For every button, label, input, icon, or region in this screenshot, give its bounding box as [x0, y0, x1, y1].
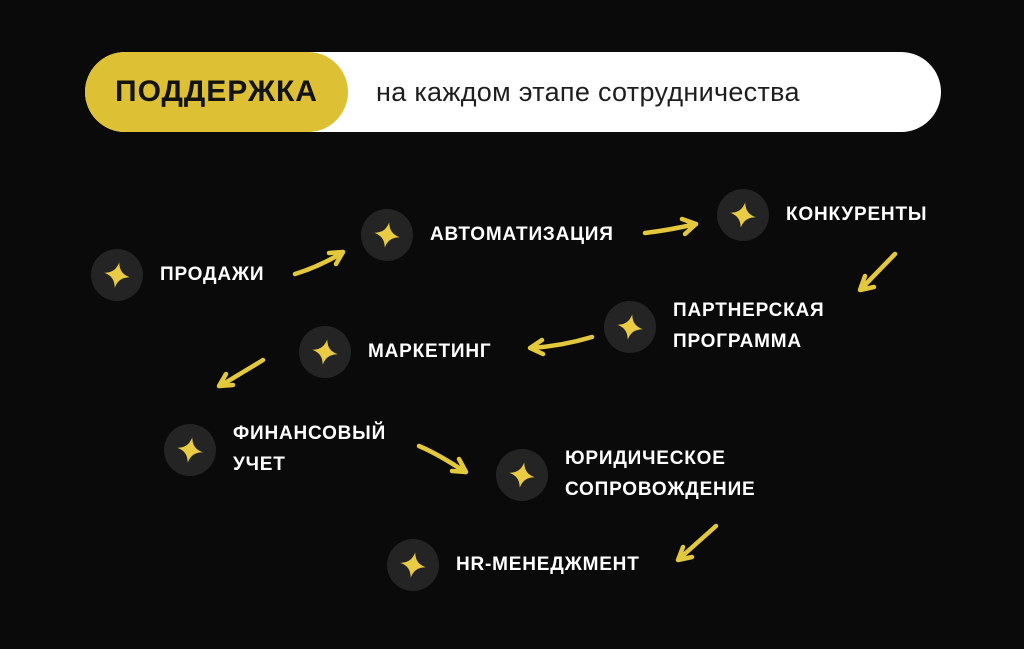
- arrow-konkurenty-to-partnerskaya: [860, 254, 895, 290]
- node-marketing: [299, 326, 491, 378]
- sparkle-icon: [496, 449, 548, 501]
- page-title: на каждом этапе сотрудничества: [376, 76, 800, 107]
- arrow-finansovyj-to-yuridicheskoe: [419, 446, 466, 472]
- node-label: ПРОДАЖИ: [160, 263, 265, 285]
- sparkle-icon: [604, 301, 656, 353]
- sparkle-icon: [387, 539, 439, 591]
- arrow-avtomatizaciya-to-konkurenty: [645, 219, 696, 234]
- node-hr-menedzhment: [387, 539, 640, 591]
- node-label: МАРКЕТИНГ: [368, 340, 492, 362]
- node-finansovyj-uchet: [164, 419, 386, 481]
- sparkle-icon: [91, 249, 143, 301]
- node-label: ФИНАНСОВЫЙ УЧЕТ: [233, 423, 387, 475]
- arrow-prodazhi-to-avtomatizaciya: [295, 252, 343, 274]
- sparkle-icon: [717, 189, 769, 241]
- node-label: КОНКУРЕНТЫ: [786, 203, 928, 225]
- node-prodazhi: [91, 249, 264, 301]
- sparkle-icon: [361, 209, 413, 261]
- node-konkurenty: [717, 189, 927, 241]
- node-label: HR-МЕНЕДЖМЕНТ: [456, 553, 640, 575]
- node-label: ПАРТНЕРСКАЯ ПРОГРАММА: [673, 300, 825, 352]
- sparkle-icon: [299, 326, 351, 378]
- header-badge: [85, 52, 348, 132]
- node-label: ЮРИДИЧЕСКОЕ СОПРОВОЖДЕНИЕ: [565, 448, 756, 500]
- node-label: АВТОМАТИЗАЦИЯ: [430, 223, 614, 245]
- arrow-marketing-to-finansovyj: [219, 360, 263, 386]
- node-avtomatizaciya: [361, 209, 614, 261]
- sparkle-icon: [164, 424, 216, 476]
- arrow-partnerskaya-to-marketing: [530, 337, 592, 354]
- node-partnerskaya-programma: [604, 296, 825, 358]
- header-pill: [85, 52, 941, 132]
- node-yuridicheskoe-soprovozhdenie: [496, 444, 756, 506]
- header-badge-label: ПОДДЕРЖКА: [115, 75, 318, 108]
- arrow-yuridicheskoe-to-hr: [678, 526, 716, 560]
